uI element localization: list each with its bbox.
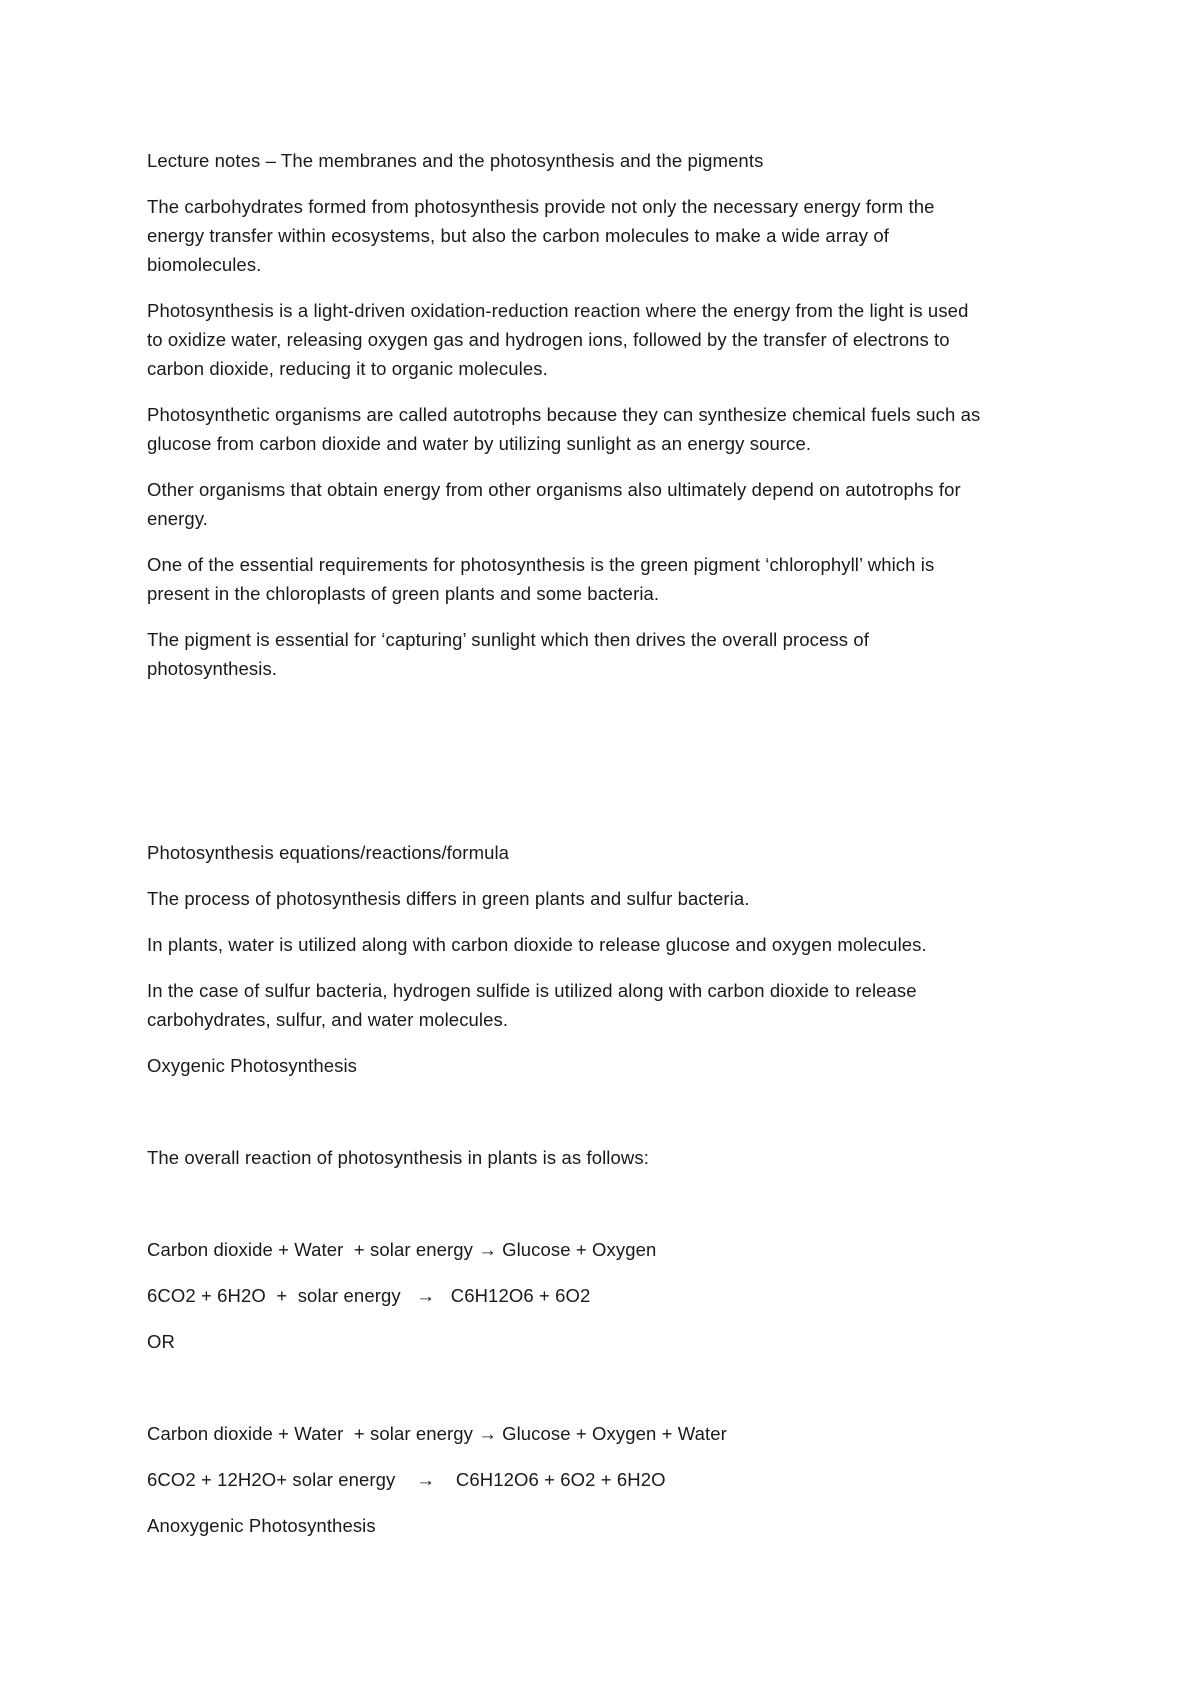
paragraph-line: The process of photosynthesis differs in green plants and sulfur bacteria. <box>147 888 750 909</box>
paragraph-line: Other organisms that obtain energy from other organisms also ultimately depend on autotrophs for <box>147 479 961 500</box>
paragraph-line: In the case of sulfur bacteria, hydrogen sulfide is utilized along with carbon dioxide to release <box>147 980 917 1001</box>
anoxygenic-heading: Anoxygenic Photosynthesis <box>147 1515 376 1536</box>
paragraph-line: The pigment is essential for ‘capturing’ sunlight which then drives the overall process of <box>147 629 869 650</box>
paragraph-line: energy transfer within ecosystems, but also the carbon molecules to make a wide array of <box>147 225 889 246</box>
paragraph-line: energy. <box>147 508 209 529</box>
paragraph-line: biomolecules. <box>147 254 262 275</box>
paragraph-line: In plants, water is utilized along with carbon dioxide to release glucose and oxygen molecules. <box>147 934 927 955</box>
paragraph-line: Photosynthesis is a light-driven oxidation-reduction reaction where the energy from the light is used <box>147 300 969 321</box>
equation-words-1: Carbon dioxide + Water + solar energy → Glucose + Oxygen <box>147 1239 657 1260</box>
paragraph-line: The carbohydrates formed from photosynthesis provide not only the necessary energy form the <box>147 196 935 217</box>
document-title: Lecture notes – The membranes and the photosynthesis and the pigments <box>147 150 764 171</box>
paragraph-line: One of the essential requirements for photosynthesis is the green pigment ‘chlorophyll’ which is <box>147 554 935 575</box>
overall-reaction-intro: The overall reaction of photosynthesis in plants is as follows: <box>147 1147 649 1168</box>
paragraph-line: glucose from carbon dioxide and water by utilizing sunlight as an energy source. <box>147 433 812 454</box>
paragraph-line: photosynthesis. <box>147 658 278 679</box>
or-label: OR <box>147 1331 175 1352</box>
section-heading: Photosynthesis equations/reactions/formula <box>147 842 510 863</box>
equation-words-2: Carbon dioxide + Water + solar energy → Glucose + Oxygen + Water <box>147 1423 727 1444</box>
paragraph-line: carbon dioxide, reducing it to organic molecules. <box>147 358 548 379</box>
paragraph-line: carbohydrates, sulfur, and water molecules. <box>147 1009 509 1030</box>
paragraph-line: Photosynthetic organisms are called autotrophs because they can synthesize chemical fuels such as <box>147 404 981 425</box>
equation-formula-2: 6CO2 + 12H2O+ solar energy → C6H12O6 + 6O2 + 6H2O <box>147 1469 666 1490</box>
paragraph-line: present in the chloroplasts of green plants and some bacteria. <box>147 583 660 604</box>
paragraph-line: to oxidize water, releasing oxygen gas and hydrogen ions, followed by the transfer of electrons to <box>147 329 950 350</box>
oxygenic-heading: Oxygenic Photosynthesis <box>147 1055 358 1076</box>
equation-formula-1: 6CO2 + 6H2O + solar energy → C6H12O6 + 6O2 <box>147 1285 591 1306</box>
